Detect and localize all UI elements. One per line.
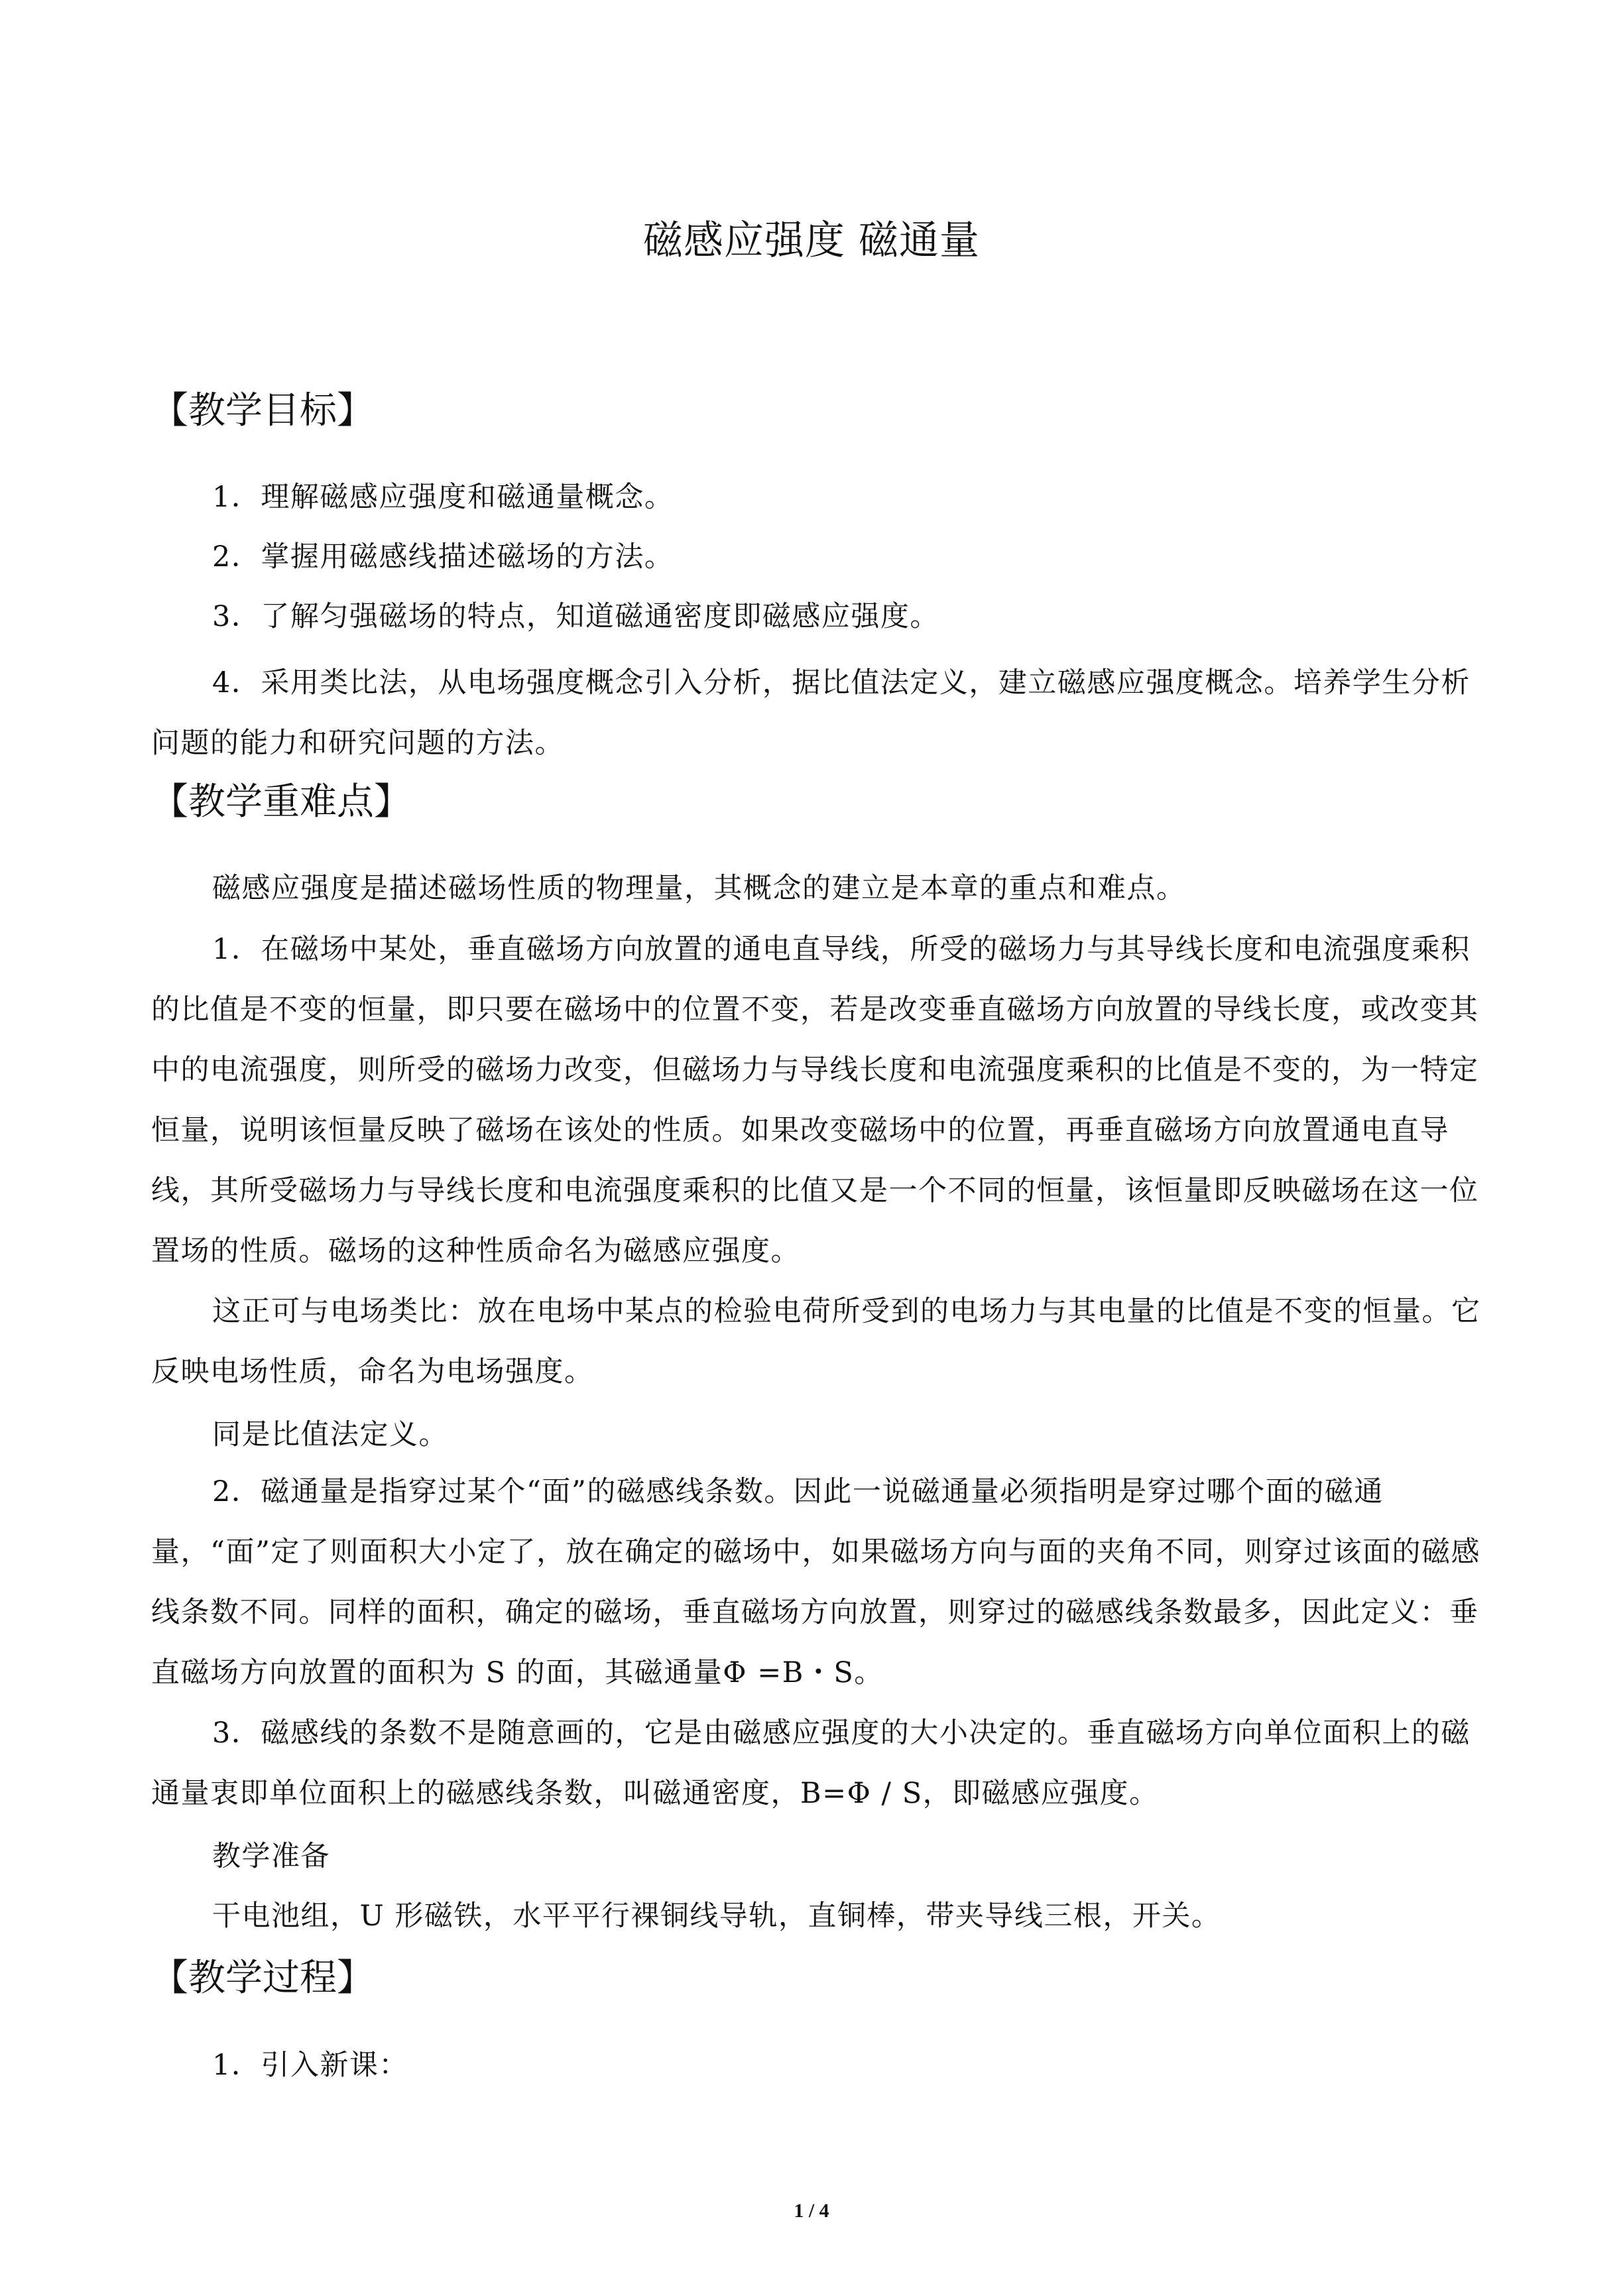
teaching-prep-materials: 干电池组，U 形磁铁，水平平行裸铜线导轨，直铜棒，带夹导线三根，开关。 <box>212 1900 1221 1933</box>
key-points-intro: 磁感应强度是描述磁场性质的物理量，其概念的建立是本章的重点和难点。 <box>212 872 1186 905</box>
key-point-1: 1．在磁场中某处，垂直磁场方向放置的通电直导线，所受的磁场力与其导线长度和电流强度乘积的比值是不变的恒量，即只要在磁场中的位置不变，若是改变垂直磁场方向放置的导线长度，或改变其中的电流强度，则所受的磁场力改变，但磁场力与导线长度和电流强度乘积的比值是不变的，为一特定恒量，说明该恒量反映了磁场在该处的性质。如果改变磁场中的位置，再垂直磁场方向放置通电直导线，其所受磁场力与导线长度和电流强度乘积的比值又是一个不同的恒量，该恒量即反映磁场在这一位置场的性质。磁场的这种性质命名为磁感应强度。 <box>151 933 1479 1268</box>
heading-key-points: 【教学重难点】 <box>151 780 411 823</box>
heading-teaching-goals: 【教学目标】 <box>151 389 374 432</box>
key-point-2: 2．磁通量是指穿过某个“面”的磁感线条数。因此一说磁通量必须指明是穿过哪个面的磁通量，“面”定了则面积大小定了，放在确定的磁场中，如果磁场方向与面的夹角不同，则穿过该面的磁感线条数不同。同样的面积，确定的磁场，垂直磁场方向放置，则穿过的磁感线条数最多，因此定义：垂直磁场方向放置的面积为 S 的面，其磁通量Φ =B・S。 <box>151 1475 1480 1689</box>
goal-item-3: 3．了解匀强磁场的特点，知道磁通密度即磁感应强度。 <box>212 600 939 633</box>
teaching-prep-title: 教学准备 <box>212 1840 330 1873</box>
key-point-analogy: 这正可与电场类比：放在电场中某点的检验电荷所受到的电场力与其电量的比值是不变的恒量。它反映电场性质，命名为电场强度。 <box>151 1295 1481 1388</box>
document-title: 磁感应强度 磁通量 <box>642 217 981 264</box>
goal-item-4: 4．采用类比法，从电场强度概念引入分析，据比值法定义，建立磁感应强度概念。培养学生分析问题的能力和研究问题的方法。 <box>151 666 1471 760</box>
goal-item-1: 1．理解磁感应强度和磁通量概念。 <box>212 481 674 514</box>
key-point-same-definition: 同是比值法定义。 <box>212 1418 448 1451</box>
page-number: 1 / 4 <box>794 2200 829 2222</box>
goal-item-2: 2．掌握用磁感线描述磁场的方法。 <box>212 540 674 574</box>
heading-teaching-process: 【教学过程】 <box>151 1957 374 2000</box>
key-point-3: 3．磁感线的条数不是随意画的，它是由磁感应强度的大小决定的。垂直磁场方向单位面积上的磁通量衷即单位面积上的磁感线条数，叫磁通密度，B=Φ / S，即磁感应强度。 <box>151 1717 1471 1810</box>
process-item-1: 1．引入新课： <box>212 2049 408 2082</box>
